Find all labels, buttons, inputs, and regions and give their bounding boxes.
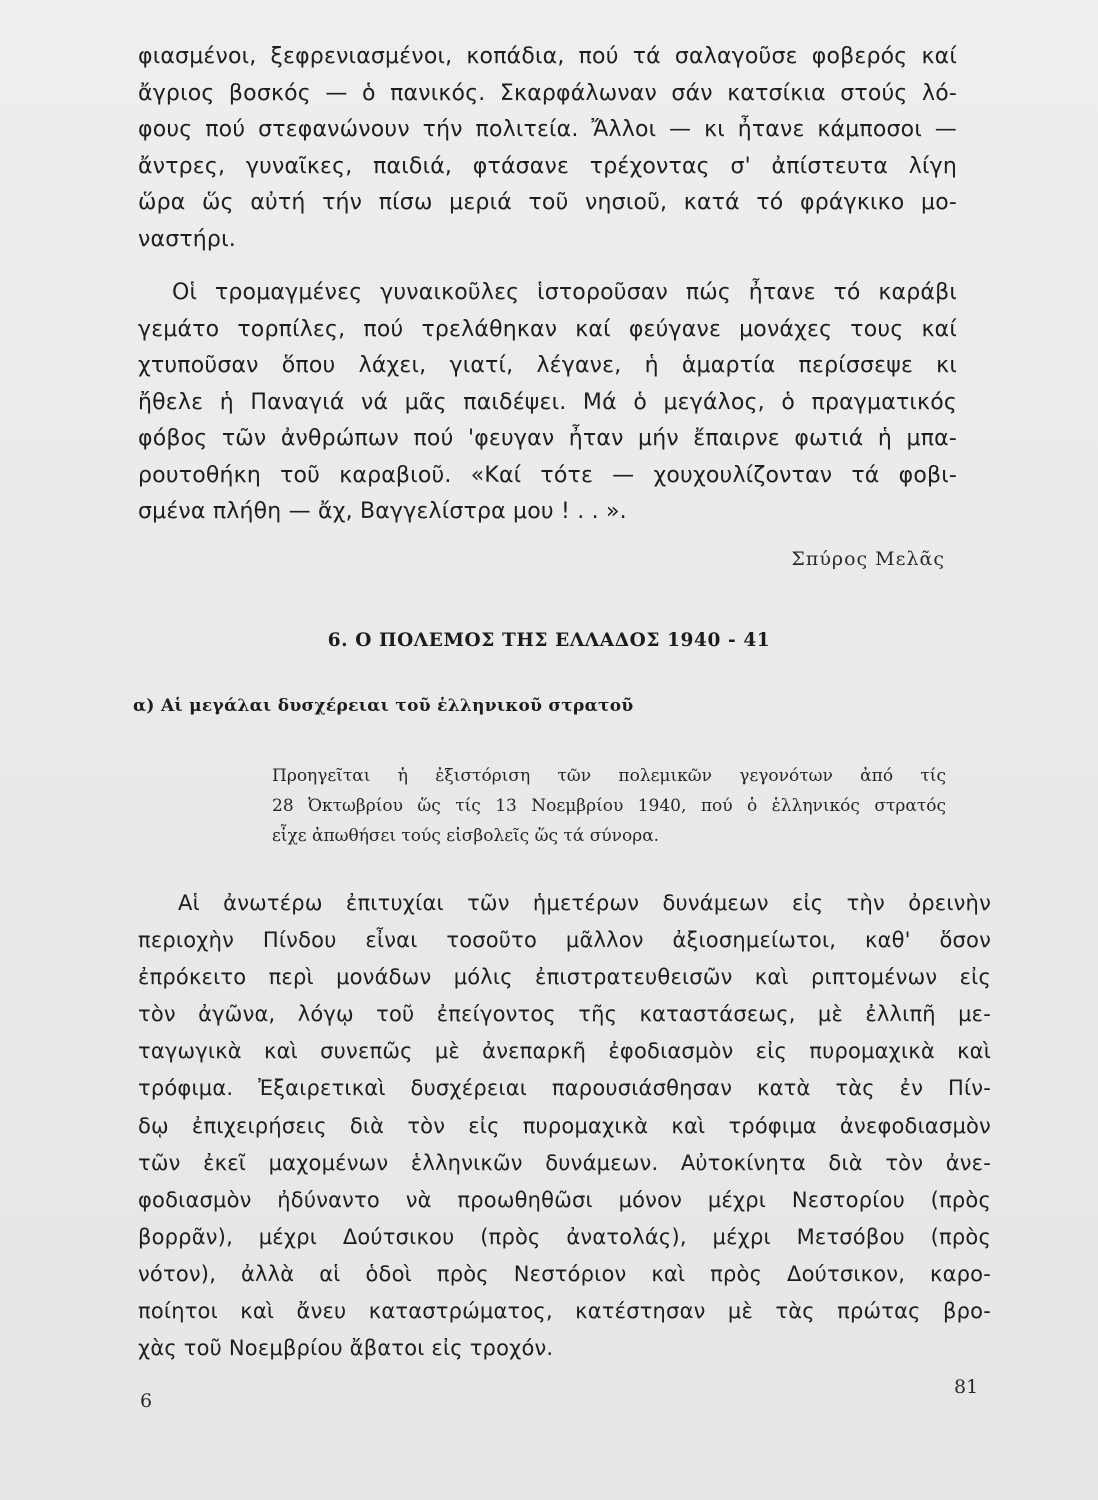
text-line: ὥρα ὥς αὐτή τήν πίσω μεριά τοῦ νησιοῦ, κατά τό φράγκικο μο- (138, 190, 957, 215)
text-line: τῶν ἐκεῖ μαχομένων ἑλληνικῶν δυνάμεων. Αὐτοκίνητα διὰ τὸν ἀνε- (138, 1150, 991, 1175)
text-line: Αἱ ἀνωτέρω ἐπιτυχίαι τῶν ἡμετέρων δυνάμεων εἰς τὴν ὀρεινὴν (178, 891, 991, 915)
author-signature: Σπύρος Μελᾶς (791, 548, 945, 570)
text-line: 28 Ὀκτωβρίου ὥς τίς 13 Νοεμβρίου 1940, πού ὁ ἑλληνικός στρατός (272, 796, 946, 816)
text-line: σμένα πλήθη — ἄχ, Βαγγελίστρα μου ! . . ». (138, 499, 627, 524)
text-line: τὸν ἀγῶνα, λόγῳ τοῦ ἐπείγοντος τῆς καταστάσεως, μὲ ἐλλιπῆ με- (138, 1002, 991, 1027)
text-line: ταγωγικὰ καὶ συνεπῶς μὲ ἀνεπαρκῆ ἐφοδιασμὸν εἰς πυρομαχικὰ καὶ (138, 1039, 991, 1064)
text-line: ναστήρι. (138, 226, 236, 252)
text-line: ἄγριος βοσκός — ὁ πανικός. Σκαρφάλωναν σάν κατσίκια στούς λό- (138, 80, 957, 106)
text-line: Προηγεῖται ἡ ἐξιστόριση τῶν πολεμικῶν γεγονότων ἀπό τίς (272, 766, 946, 786)
paragraph-women-account (138, 275, 957, 531)
text-line: ἐπρόκειτο περὶ μονάδων μόλις ἐπιστρατευθεισῶν καὶ ριπτομένων εἰς (138, 965, 991, 990)
subsection-heading: α) Αἱ μεγάλαι δυσχέρειαι τοῦ ἑλληνικοῦ στρατοῦ (133, 696, 634, 716)
text-line: εἶχε ἀπωθήσει τούς εἰσβολεῖς ὥς τά σύνορα. (272, 826, 660, 846)
page-number: 81 (954, 1376, 979, 1398)
text-line: ρουτοθήκη τοῦ καραβιοῦ. «Καί τότε — χουχουλίζονταν τά φοβι- (138, 462, 957, 488)
text-line: φιασμένοι, ξεφρενιασμένοι, κοπάδια, πού τά σαλαγοῦσε φοβερός καί (138, 44, 957, 69)
text-line: γεμάτο τορπίλες, πού τρελάθηκαν καί φεύγανε μονάχες τους καί (138, 316, 957, 342)
text-line: χτυποῦσαν ὅπου λάχει, γιατί, λέγανε, ἡ ἁμαρτία περίσσεψε κι (138, 353, 957, 378)
paragraph-opening (138, 39, 957, 258)
text-line: νότον), ἀλλὰ αἱ ὁδοὶ πρὸς Νεστόριον καὶ πρὸς Δούτσικον, καρο- (138, 1261, 991, 1286)
text-line: τρόφιμα. Ἐξαιρετικαὶ δυσχέρειαι παρουσιάσθησαν κατὰ τὰς ἐν Πίν- (138, 1076, 991, 1101)
text-line: χὰς τοῦ Νοεμβρίου ἄβατοι εἰς τροχόν. (138, 1336, 554, 1361)
text-line: φους πού στεφανώνουν τήν πολιτεία. Ἄλλοι — κι ἦτανε κάμποσοι — (138, 117, 957, 142)
section-heading: 6. Ο ΠΟΛΕΜΟΣ ΤΗΣ ΕΛΛΑΔΟΣ 1940 - 41 (327, 630, 771, 651)
editorial-note (272, 761, 946, 851)
text-line: φοδιασμὸν ἠδύναντο νὰ προωθηθῶσι μόνον μέχρι Νεστορίου (πρὸς (138, 1187, 991, 1212)
signature-mark: 6 (140, 1390, 153, 1412)
text-line: περιοχὴν Πίνδου εἶναι τοσοῦτο μᾶλλον ἀξιοσημείωτοι, καθ' ὅσον (138, 928, 991, 953)
text-line: βορρᾶν), μέχρι Δούτσικου (πρὸς ἀνατολάς), μέχρι Μετσόβου (πρὸς (138, 1224, 991, 1249)
text-line: φόβος τῶν ἀνθρώπων πού 'φευγαν ἦταν μήν ἔπαιρνε φωτιά ἡ μπα- (138, 426, 957, 451)
text-line: δῳ ἐπιχειρήσεις διὰ τὸν εἰς πυρομαχικὰ καὶ τρόφιμα ἀνεφοδιασμὸν (138, 1113, 991, 1138)
text-line: ἄντρες, γυναῖκες, παιδιά, φτάσανε τρέχοντας σ' ἀπίστευτα λίγη (138, 153, 957, 179)
paragraph-difficulties (138, 885, 991, 1367)
text-line: ποίητοι καὶ ἄνευ καταστρώματος, κατέστησαν μὲ τὰς πρώτας βρο- (138, 1299, 991, 1324)
text-line: Οἱ τρομαγμένες γυναικοῦλες ἱστοροῦσαν πώς ἦτανε τό καράβι (172, 280, 957, 305)
text-line: ἤθελε ἡ Παναγιά νά μᾶς παιδέψει. Μά ὁ μεγάλος, ὁ πραγματικός (138, 389, 957, 415)
